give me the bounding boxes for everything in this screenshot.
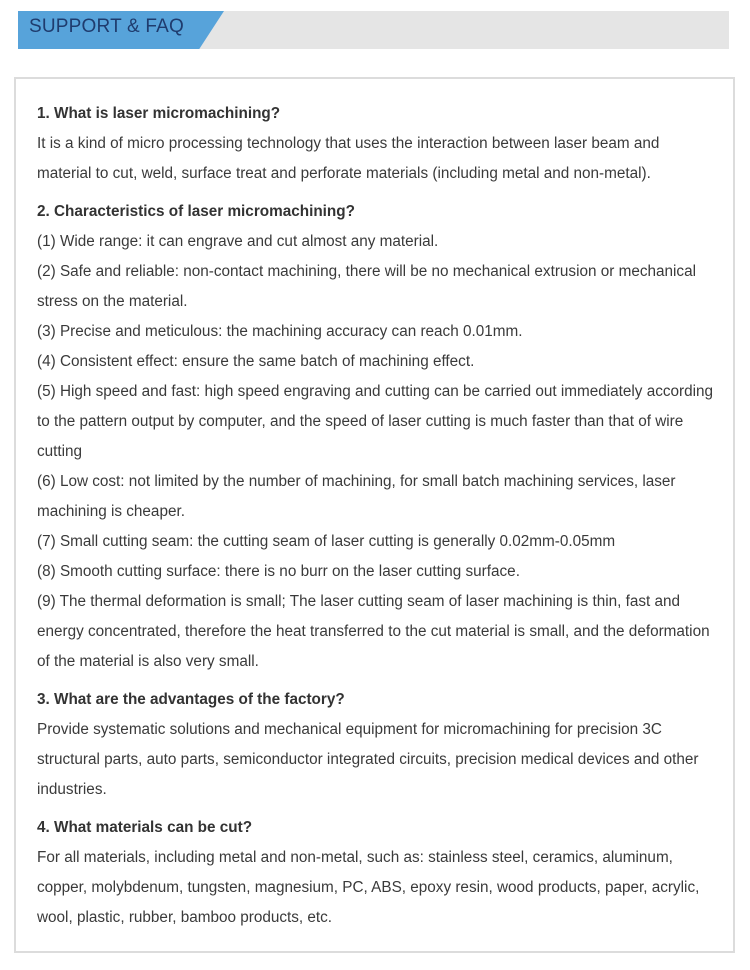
faq-answer-line: (7) Small cutting seam: the cutting seam of laser cutting is generally 0.02mm-0.05mm xyxy=(37,533,616,550)
faq-answer-line: (5) High speed and fast: high speed engraving and cutting can be carried out immediately according to the pattern output by computer, and the speed of laser cutting is much faster than that of wire cutting xyxy=(37,383,714,460)
faq-item-4 xyxy=(37,813,717,933)
faq-answer: Provide systematic solutions and mechanical equipment for micromachining for precision 3C structural parts, auto parts, semiconductor integrated circuits, precision medical devices and other industries. xyxy=(37,721,699,798)
faq-item-1 xyxy=(37,99,717,189)
faq-item-2 xyxy=(37,197,717,677)
faq-answer-line: (1) Wide range: it can engrave and cut almost any material. xyxy=(37,233,439,250)
faq-answer-line: (3) Precise and meticulous: the machining accuracy can reach 0.01mm. xyxy=(37,323,523,340)
faq-item-3 xyxy=(37,685,717,805)
page-title: SUPPORT & FAQ xyxy=(29,16,184,37)
faq-answer: It is a kind of micro processing technology that uses the interaction between laser beam and material to cut, weld, surface treat and perforate materials (including metal and non-metal). xyxy=(37,135,660,182)
faq-answer-line: (4) Consistent effect: ensure the same batch of machining effect. xyxy=(37,353,475,370)
faq-answer-line: (8) Smooth cutting surface: there is no burr on the laser cutting surface. xyxy=(37,563,520,580)
faq-list xyxy=(37,99,717,941)
faq-question: 4. What materials can be cut? xyxy=(37,819,253,836)
faq-question: 1. What is laser micromachining? xyxy=(37,105,281,122)
faq-question: 2. Characteristics of laser micromachining? xyxy=(37,203,355,220)
faq-panel xyxy=(14,77,735,953)
faq-answer: For all materials, including metal and non-metal, such as: stainless steel, ceramics, aluminum, copper, molybdenum, tungsten, magnesium, PC, ABS, epoxy resin, wood products, paper, acrylic, wool, plastic, rubber, bamboo products, etc. xyxy=(37,849,700,926)
faq-question: 3. What are the advantages of the factory? xyxy=(37,691,345,708)
faq-answer-line: (9) The thermal deformation is small; The laser cutting seam of laser machining is thin, fast and energy concentrated, therefore the heat transferred to the cut material is small, and the deformation of the material is also very small. xyxy=(37,593,710,670)
faq-answer-line: (2) Safe and reliable: non-contact machining, there will be no mechanical extrusion or mechanical stress on the material. xyxy=(37,263,696,310)
faq-answer-line: (6) Low cost: not limited by the number of machining, for small batch machining services, laser machining is cheaper. xyxy=(37,473,676,520)
